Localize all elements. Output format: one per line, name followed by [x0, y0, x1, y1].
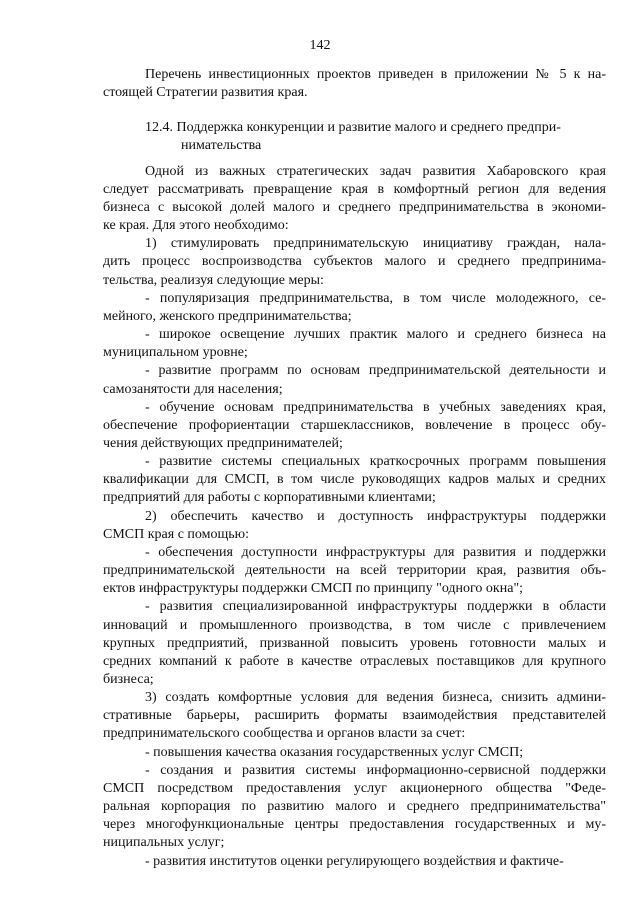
body-paragraph — [103, 853, 606, 871]
text-line: крупных предприятий, призванной повысить уровень готовности малых и — [103, 635, 606, 651]
text-line: стративные барьеры, расширить форматы взаимодействия представителей — [103, 708, 606, 724]
text-line: ниципальных услуг; — [103, 835, 225, 851]
text-line: - развитие системы специальных краткосрочных программ повышения — [145, 454, 606, 470]
text-line: обеспечение профориентации старшеклассников, вовлечение в процесс обу- — [103, 417, 606, 433]
intro-paragraph — [103, 66, 606, 102]
body-paragraph — [103, 235, 606, 289]
heading-line: 12.4. Поддержка конкуренции и развитие малого и среднего предпри- — [145, 120, 561, 136]
paragraph-list — [103, 163, 606, 871]
text-line: Перечень инвестиционных проектов приведен в приложении № 5 к на- — [145, 67, 606, 82]
text-line: муниципальном уровне; — [103, 345, 248, 361]
text-line: 1) стимулировать предпринимательскую инициативу граждан, нала- — [145, 236, 606, 252]
text-line: ке края. Для этого необходимо: — [103, 218, 289, 234]
text-line: - развития институтов оценки регулирующего воздействия и фактиче- — [145, 853, 564, 869]
text-line: - развития специализированной инфраструктуры поддержки в области — [145, 599, 606, 615]
text-line: ектов инфраструктуры поддержки СМСП по принципу "одного окна"; — [103, 581, 524, 597]
section-heading — [103, 119, 606, 155]
body-paragraph — [103, 508, 606, 544]
text-line: - популяризация предпринимательства, в том числе молодежного, се- — [145, 290, 606, 306]
text-line: квалификации для СМСП, в том числе руководящих кадров малых и средних — [103, 472, 606, 488]
body-paragraph — [103, 689, 606, 743]
body-paragraph — [103, 453, 606, 507]
text-line: - обучение основам предпринимательства в учебных заведениях края, — [145, 399, 606, 415]
text-line: стоящей Стратегии развития края. — [103, 85, 308, 101]
text-line: - обеспечения доступности инфраструктуры для развития и поддержки — [145, 544, 606, 560]
text-line: самозанятости для населения; — [103, 381, 283, 397]
body-paragraph — [103, 163, 606, 236]
text-line: Одной из важных стратегических задач развития Хабаровского края — [145, 163, 606, 179]
text-line: - широкое освещение лучших практик малого и среднего бизнеса на — [145, 327, 606, 343]
text-line: бизнеса; — [103, 672, 154, 687]
text-line: предприятий для работы с корпоративными клиентами; — [103, 490, 436, 506]
text-line: предпринимательской деятельности на всей территории края, развития объ- — [103, 563, 606, 579]
text-line: дить процесс воспроизводства субъектов малого и среднего предпринима- — [103, 254, 606, 270]
text-line: средних компаний к работе в качестве отраслевых поставщиков для крупного — [103, 653, 606, 669]
heading-line: нимательства — [181, 138, 262, 154]
text-line: 3) создать комфортные условия для ведения бизнеса, снизить админи- — [145, 690, 606, 706]
document-body — [103, 66, 606, 871]
text-line: чения действующих предпринимателей; — [103, 435, 343, 451]
text-line: СМСП посредством предоставления услуг акционерного общества "Феде- — [103, 780, 606, 796]
text-line: - повышения качества оказания государственных услуг СМСП; — [145, 744, 524, 760]
text-line: - развитие программ по основам предпринимательской деятельности и — [145, 363, 606, 379]
body-paragraph — [103, 744, 606, 762]
spacer — [103, 102, 606, 112]
text-line: бизнеса с высокой долей малого и среднего предпринимательства в экономи- — [103, 199, 606, 215]
body-paragraph — [103, 326, 606, 362]
body-paragraph — [103, 399, 606, 453]
text-line: следует рассматривать превращение края в комфортный регион для ведения — [103, 181, 606, 197]
body-paragraph — [103, 762, 606, 853]
text-line: ральная корпорация по развитию малого и среднего предпринимательства" — [103, 799, 606, 815]
text-line: через многофункциональные центры предоставления государственных и му- — [103, 817, 606, 833]
body-paragraph — [103, 598, 606, 689]
body-paragraph — [103, 290, 606, 326]
body-paragraph — [103, 362, 606, 398]
text-line: 2) обеспечить качество и доступность инфраструктуры поддержки — [145, 508, 606, 524]
body-paragraph — [103, 544, 606, 598]
text-line: мейного, женского предпринимательства; — [103, 308, 352, 324]
page-number: 142 — [309, 38, 331, 53]
text-line: СМСП края с помощью: — [103, 526, 250, 542]
text-line: предпринимательского сообщества и органов власти за счет: — [103, 726, 466, 742]
text-line: инноваций и промышленного производства, в том числе с привлечением — [103, 617, 606, 633]
text-line: - создания и развития системы информационно-сервисной поддержки — [145, 762, 606, 778]
text-line: тельства, реализуя следующие меры: — [103, 272, 324, 288]
